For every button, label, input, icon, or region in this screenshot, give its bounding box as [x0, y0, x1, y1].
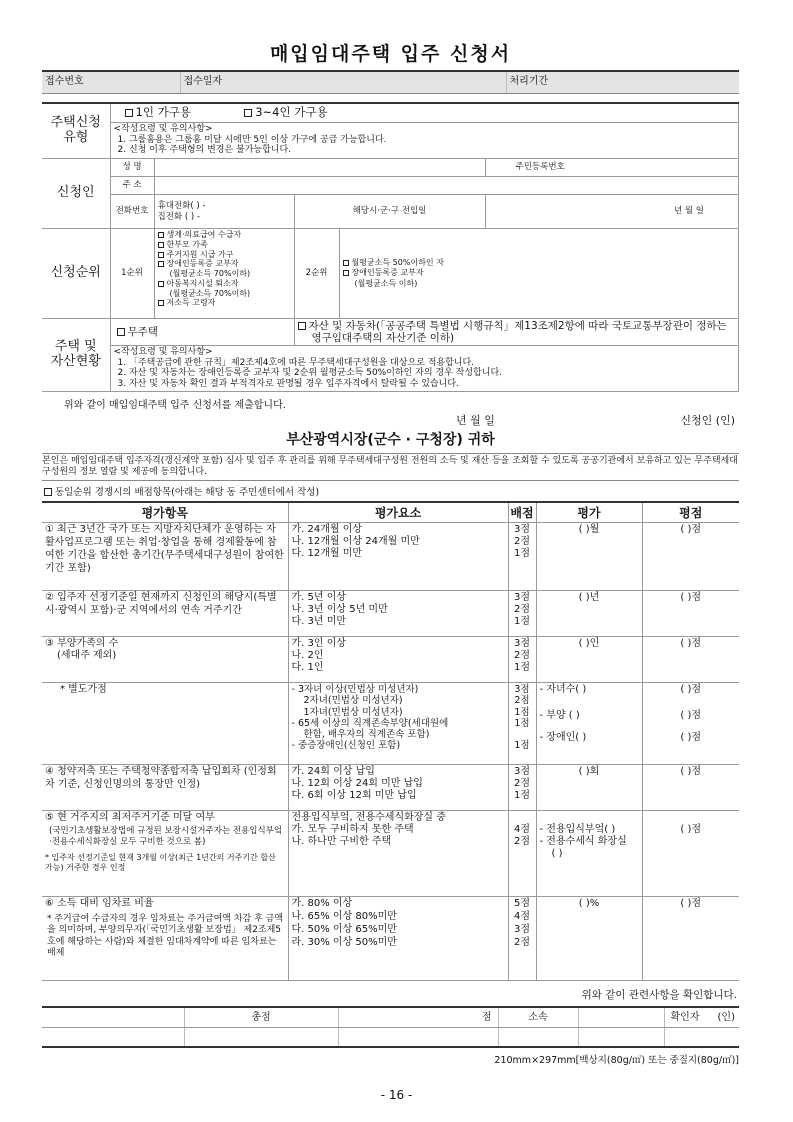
total-label: [42, 1007, 184, 1027]
table-row: [42, 765, 739, 811]
eval-elements: 가. 24개월 이상 나. 12개월 이상 24개월 미만 다. 12개월 미만: [288, 523, 508, 591]
eval-field[interactable]: - 자녀수( ) - 부양 ( ) - 장애인( ): [536, 683, 642, 765]
grade-field[interactable]: ( )점: [642, 637, 739, 683]
name-field[interactable]: [154, 159, 485, 177]
eval-field[interactable]: ( )월: [536, 523, 642, 591]
consent-statement: 본인은 매입임대주택 입주자격(갱신계약 포함) 심사 및 입주 후 관리를 위해 무주택세대구성원 전원의 소득 및 재산 등을 조회할 수 있도록 공공기관에서 보유하고 있는 무주택세대구성원의 정보 열람 및 제공에 동의합니다.: [42, 453, 739, 481]
tie-breaker-heading: 동일순위 경쟁시의 배점항목(아래는 해당 동 주민센터에서 작성): [42, 481, 739, 503]
no-house-checkbox[interactable]: [117, 328, 125, 336]
confirmation-statement: 위와 같이 관련사항을 확인합니다.: [581, 989, 737, 1002]
assets-notes: <작성요령 및 유의사항> 1. 「주택공급에 관한 규칙」제2조제4호에 따른 무주택세대구성원을 대상으로 적용합니다. 2. 자산 및 자동차는 장애인등록증 교부자 및 2순위 월평균소득 50%이하인 자의 경우 작성합니다. 3. 자산 및 자동차 확인 결과 부적격자로 판명될 경우 입주자격에서 탈락될 수 있습니다.: [110, 346, 739, 392]
receipt-date-label: 접수일자: [180, 71, 506, 93]
phone-field[interactable]: [154, 195, 294, 229]
second-priority-options: 월평균소득 50%이하인 자 장애인등록증 교부자 (월평균소득 이하): [339, 229, 739, 319]
asset-criteria-checkbox[interactable]: [298, 322, 306, 330]
eval-item: * 별도가점: [42, 683, 288, 765]
grade-field[interactable]: ( )점: [642, 591, 739, 637]
eval-header-element: 평가요소: [288, 503, 508, 523]
page-number: - 16 -: [380, 1088, 413, 1102]
eval-scores: 3점 2점 1점 1점 1점: [508, 683, 536, 765]
eval-item: ⑥ 소득 대비 임차료 비율 * 주거급여 수급자의 경우 임차료는 주거급여액 차감 후 금액을 의미하며, 부양의무자(「국민기초생활 보장법」 제2조제5호에 해당하는 사람)와 체결한 임대차계약에 따른 임차료는 배제: [42, 897, 288, 981]
rrn-label: 주민등록번호: [485, 159, 739, 177]
receipt-number-label: 접수번호: [42, 71, 180, 93]
table-row: [42, 897, 739, 981]
priority-label: 신청순위: [42, 229, 110, 319]
evaluation-table: [42, 503, 739, 982]
checkbox[interactable]: [158, 252, 164, 258]
checkbox[interactable]: [158, 242, 164, 248]
assets-label: 주택 및 자산현황: [42, 319, 110, 392]
name-label: 성 명: [110, 159, 154, 177]
home-phone: 집전화 ( ) -: [157, 211, 200, 222]
eval-field[interactable]: ( )%: [536, 897, 642, 981]
paper-spec: 210mm×297mm[백상지(80g/㎡) 또는 중질지(80g/㎡)]: [494, 1055, 739, 1067]
tie-breaker-checkbox[interactable]: [44, 488, 52, 496]
department-field[interactable]: [578, 1007, 664, 1027]
processing-period-label: 처리기간: [506, 71, 739, 93]
confirmer-seal: (인): [717, 1012, 735, 1024]
eval-header-evaluation: 평가: [536, 503, 642, 523]
submit-statement: 위와 같이 매입임대주택 입주 신청서를 제출합니다.: [64, 400, 286, 412]
eval-item: ① 최근 3년간 국가 또는 지방자치단체가 운영하는 자활사업프로그램 또는 취업·창업을 통해 경제활동에 참여한 기간을 합산한 총기간(무주택세대구성원이 참여한 기간 포함): [42, 523, 288, 591]
signature-table: [42, 1006, 739, 1048]
grade-field[interactable]: ( )점 ( )점 ( )점: [642, 683, 739, 765]
grade-field[interactable]: ( )점: [642, 523, 739, 591]
second-priority-label: 2순위: [294, 229, 339, 319]
grade-field[interactable]: ( )점: [642, 811, 739, 897]
single-household-option: 1인 가구용: [135, 104, 191, 119]
residence-date-field[interactable]: 년 월 일: [485, 195, 739, 229]
phone-label: 전화번호: [110, 195, 154, 229]
first-priority-label: 1순위: [110, 229, 154, 319]
submission-date: 년 월 일 신청인 (인): [456, 414, 735, 428]
grade-field[interactable]: ( )점: [642, 765, 739, 811]
point-unit: 점: [338, 1007, 498, 1027]
single-household-checkbox[interactable]: [125, 109, 133, 117]
grade-field[interactable]: ( )점: [642, 897, 739, 981]
eval-scores: 5점 4점 3점 2점: [508, 897, 536, 981]
checkbox[interactable]: [158, 261, 164, 267]
no-house-option: 무주택: [127, 325, 158, 338]
page-title: 매입임대주택 입주 신청서: [269, 43, 512, 65]
eval-field[interactable]: - 전용입식부엌( ) - 전용수세식 화장실 ( ): [536, 811, 642, 897]
total-score-field[interactable]: [184, 1027, 338, 1047]
asset-criteria: 자산 및 자동차(「공공주택 특별법 시행규칙」제13조제2항에 따라 국토교통부장관이 정하는 영구임대주택의 자산기준 이하): [294, 319, 739, 346]
eval-field[interactable]: ( )인: [536, 637, 642, 683]
eval-scores: 3점 2점 1점: [508, 637, 536, 683]
eval-elements: 가. 5년 이상 나. 3년 이상 5년 미만 다. 3년 미만: [288, 591, 508, 637]
table-row: [42, 637, 739, 683]
eval-scores: 3점 2점 1점: [508, 591, 536, 637]
confirmer-label: 확인자: [670, 1012, 700, 1024]
housing-type-label: 주택신청 유형: [42, 103, 110, 159]
table-row: [42, 591, 739, 637]
eval-scores: 3점 2점 1점: [508, 523, 536, 591]
table-row: [42, 811, 739, 897]
confirmer-field[interactable]: [664, 1007, 739, 1027]
table-row: [42, 683, 739, 765]
eval-item: ⑤ 현 거주지의 최저주거기준 미달 여부 (국민기초생활보장법에 규정된 보장시설거주자는 전용입식부엌·전용수세식화장실 모두 구비한 것으로 봄) * 입주자 선정기준일 현재 3개월 이상(최근 1년간의 거주기간 합산 가능) 거주한 경우 인정: [42, 811, 288, 897]
eval-item: ③ 부양가족의 수 (세대주 제외): [42, 637, 288, 683]
checkbox[interactable]: [343, 270, 349, 276]
eval-elements: 전용입식부엌, 전용수세식화장실 중 가. 모두 구비하지 못한 주택 나. 하나만 구비한 주택: [288, 811, 508, 897]
total-score-label: 총점: [184, 1007, 338, 1027]
address-label: 주 소: [110, 177, 154, 195]
addressee: 부산광역시장(군수 · 구청장) 귀하: [286, 432, 495, 449]
checkbox[interactable]: [158, 281, 164, 287]
table-row: [42, 523, 739, 591]
eval-scores: 3점 2점 1점: [508, 765, 536, 811]
application-form: [42, 40, 739, 1066]
eval-header-item: 평가항목: [42, 503, 288, 523]
eval-field[interactable]: ( )년: [536, 591, 642, 637]
eval-header-score: 배점: [508, 503, 536, 523]
residence-date-label: 해당시·군·구 전입일: [294, 195, 485, 229]
family-household-checkbox[interactable]: [244, 109, 252, 117]
eval-header-grade: 평점: [642, 503, 739, 523]
checkbox[interactable]: [158, 300, 164, 306]
applicant-signature[interactable]: 신청인 (인): [680, 414, 735, 428]
eval-elements: - 3자녀 이상(민법상 미성년자) 2자녀(민법상 미성년자) 1자녀(민법상 미성년자) - 65세 이상의 직계존속부양(세대원에 한함, 배우자의 직계존속 포함) - 중증장애인(신청인 포함): [288, 683, 508, 765]
eval-field[interactable]: ( )회: [536, 765, 642, 811]
receipt-table: [42, 70, 739, 94]
checkbox[interactable]: [158, 232, 164, 238]
eval-elements: 가. 24회 이상 납입 나. 12회 이상 24회 미만 납입 다. 6회 이상 12회 미만 납입: [288, 765, 508, 811]
applicant-label: 신청인: [42, 159, 110, 229]
department-label: 소속: [498, 1007, 578, 1027]
housing-type-notes: <작성요령 및 유의사항> 1. 그룹홈용은 그룹홈 미달 시에만 5인 이상 가구에 공급 가능합니다. 2. 신청 이후 주택형의 변경은 불가능합니다.: [110, 123, 739, 159]
first-priority-options: 생계·의료급여 수급자 한부모 가족 주거지원 시급 가구 장애인등록증 교부자 (월평균소득 70%이하) 아동복지시설 퇴소자 (월평균소득 70%이하) 저소득 고령자: [154, 229, 294, 319]
eval-elements: 가. 80% 이상 나. 65% 이상 80%미만 다. 50% 이상 65%미만 라. 30% 이상 50%미만: [288, 897, 508, 981]
eval-scores: 4점 2점: [508, 811, 536, 897]
eval-item: ② 입주자 선정기준일 현재까지 신청인의 해당시(특별시·광역시 포함)·군 지역에서의 연속 거주기간: [42, 591, 288, 637]
mobile-phone: 휴대전화( ) -: [157, 201, 206, 212]
eval-item: ④ 청약저축 또는 주택청약종합저축 납입회차 (인정회차 기준, 신청인명의의 통장만 인정): [42, 765, 288, 811]
address-field[interactable]: [154, 177, 739, 195]
family-household-option: 3~4인 가구용: [255, 104, 328, 119]
eval-elements: 가. 3인 이상 나. 2인 다. 1인: [288, 637, 508, 683]
checkbox[interactable]: [343, 260, 349, 266]
application-table: [42, 102, 739, 393]
